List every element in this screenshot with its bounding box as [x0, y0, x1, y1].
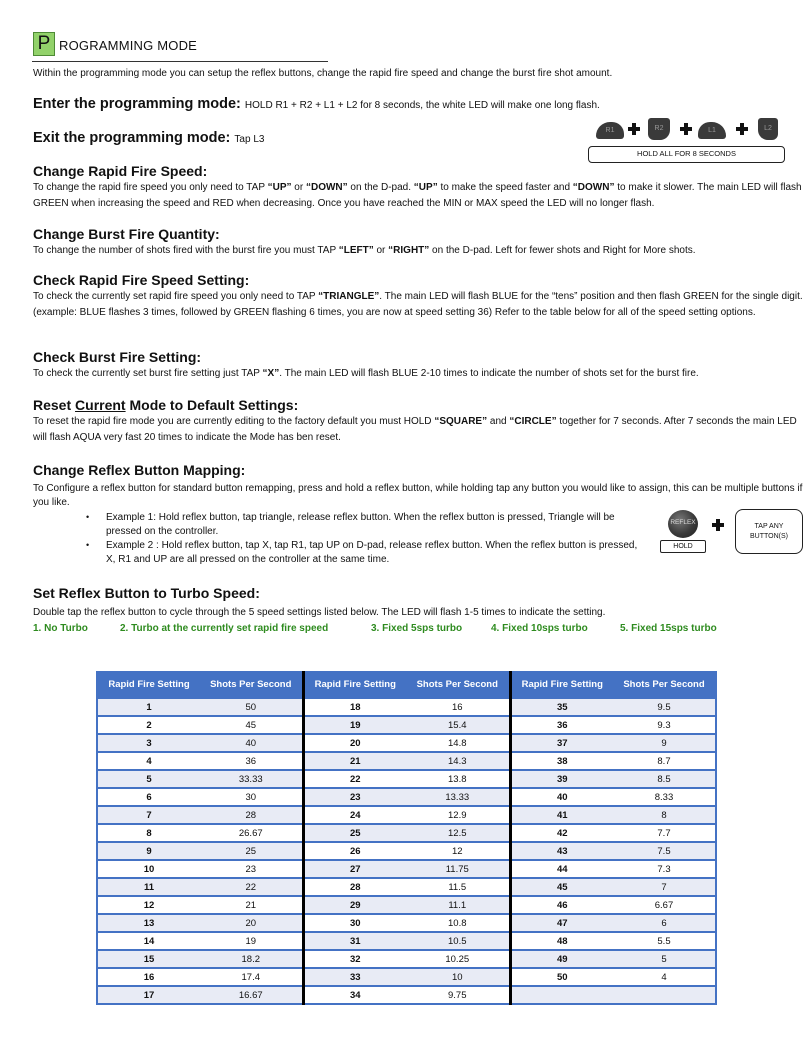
section-heading-rapid-speed: Change Rapid Fire Speed: — [33, 163, 208, 179]
rapid-fire-setting-cell: 25 — [303, 824, 406, 842]
rapid-fire-setting-cell: 46 — [510, 896, 613, 914]
rapid-fire-setting-cell: 38 — [510, 752, 613, 770]
rapid-fire-setting-cell: 15 — [97, 950, 200, 968]
rapid-fire-setting-cell: 43 — [510, 842, 613, 860]
table-row — [97, 878, 716, 896]
r2-button-icon: R2 — [648, 118, 670, 140]
rapid-fire-setting-cell: 9 — [97, 842, 200, 860]
shots-per-second-cell: 16.67 — [200, 986, 303, 1004]
shots-per-second-cell: 36 — [200, 752, 303, 770]
rapid-fire-setting-cell: 12 — [97, 896, 200, 914]
reflex-hold-label: HOLD — [660, 540, 706, 553]
table-row — [97, 716, 716, 734]
rapid-fire-setting-cell: 23 — [303, 788, 406, 806]
table-row — [97, 914, 716, 932]
shots-per-second-cell: 20 — [200, 914, 303, 932]
rapid-fire-setting-cell: 24 — [303, 806, 406, 824]
shots-per-second-cell: 25 — [200, 842, 303, 860]
r1-button-icon: R1 — [596, 122, 624, 139]
shots-per-second-cell: 45 — [200, 716, 303, 734]
intro-paragraph: Within the programming mode you can setup the reflex buttons, change the rapid fire speed and change the burst fire shot amount. — [33, 68, 613, 79]
shots-per-second-cell: 5.5 — [613, 932, 716, 950]
list-item: • Example 2 : Hold reflex button, tap X, tap R1, tap UP on D-pad, release reflex button. When the reflex button is pressed, X, R1 and UP are all pressed on the controller at the same time. — [86, 539, 646, 566]
table-header-row — [97, 671, 716, 698]
rapid-fire-setting-cell: 27 — [303, 860, 406, 878]
section-heading-check-burst: Check Burst Fire Setting: — [33, 349, 202, 365]
shots-per-second-cell: 7 — [613, 878, 716, 896]
rapid-fire-setting-cell: 5 — [97, 770, 200, 788]
turbo-option: 1. No Turbo — [33, 623, 88, 634]
shots-per-second-cell: 7.5 — [613, 842, 716, 860]
exit-mode-line — [33, 130, 264, 146]
table-row — [97, 752, 716, 770]
list-item: • Example 1: Hold reflex button, tap triangle, release reflex button. When the reflex button is pressed, Triangle will be pressed on the controller. — [86, 511, 646, 538]
table-row — [97, 968, 716, 986]
shots-per-second-cell: 9.3 — [613, 716, 716, 734]
table-row — [97, 770, 716, 788]
rapid-fire-setting-cell: 11 — [97, 878, 200, 896]
table-row — [97, 950, 716, 968]
rapid-fire-setting-cell: 3 — [97, 734, 200, 752]
column-header: Shots Per Second — [200, 671, 303, 698]
plus-icon — [736, 123, 748, 135]
rapid-fire-setting-cell: 29 — [303, 896, 406, 914]
reset-paragraph: To reset the rapid fire mode you are currently editing to the factory default you must HOLD “SQUARE” and “CIRCLE” together for 7 seconds. After 7 seconds the main LED will flash AQUA very fast 20 times to indicate the Mode has ben reset. — [33, 416, 797, 443]
hold-all-caption: HOLD ALL FOR 8 SECONDS — [588, 146, 785, 163]
shots-per-second-cell: 10.8 — [406, 914, 510, 932]
plus-icon — [712, 519, 724, 531]
shots-per-second-cell: 12 — [406, 842, 510, 860]
shots-per-second-cell: 14.8 — [406, 734, 510, 752]
shots-per-second-cell: 5 — [613, 950, 716, 968]
check-speed-paragraph: To check the currently set rapid fire speed you only need to TAP “TRIANGLE”. The main LED will flash BLUE for the “tens” position and then flash GREEN for the single digit. (example: BLUE flashes 3 times, followed by GREEN flashing 6 times, you are now at speed setting 36) Refer to the table below for all of the speed setting options. — [33, 291, 803, 318]
shots-per-second-cell: 11.75 — [406, 860, 510, 878]
shots-per-second-cell: 10 — [406, 968, 510, 986]
column-header: Rapid Fire Setting — [510, 671, 613, 698]
rapid-fire-setting-cell: 14 — [97, 932, 200, 950]
enter-mode-line — [33, 96, 600, 112]
plus-icon — [628, 123, 640, 135]
shots-per-second-cell: 8.5 — [613, 770, 716, 788]
rapid-fire-setting-cell: 19 — [303, 716, 406, 734]
table-row — [97, 860, 716, 878]
table-row — [97, 698, 716, 716]
shots-per-second-cell: 17.4 — [200, 968, 303, 986]
column-header: Shots Per Second — [613, 671, 716, 698]
shots-per-second-cell: 26.67 — [200, 824, 303, 842]
table-row — [97, 824, 716, 842]
check-burst-paragraph: To check the currently set burst fire setting just TAP “X”. The main LED will flash BLUE 2-10 times to indicate the number of shots set for the burst fire. — [33, 368, 699, 379]
shots-per-second-cell: 13.33 — [406, 788, 510, 806]
shots-per-second-cell: 11.5 — [406, 878, 510, 896]
rapid-fire-setting-cell: 35 — [510, 698, 613, 716]
shots-per-second-cell: 30 — [200, 788, 303, 806]
shots-per-second-cell: 16 — [406, 698, 510, 716]
title-text: ROGRAMMING MODE — [59, 38, 198, 53]
rapid-speed-paragraph: To change the rapid fire speed you only need to TAP “UP” or “DOWN” on the D-pad. “UP” to make the speed faster and “DOWN” to make it slower. The main LED will flash GREEN when increasing the speed and RED when decreasing. Once you have reached the MIN or MAX speed the LED will no longer flash. — [33, 182, 802, 209]
rapid-fire-setting-cell: 41 — [510, 806, 613, 824]
section-heading-burst-qty: Change Burst Fire Quantity: — [33, 226, 220, 242]
shots-per-second-cell: 9.75 — [406, 986, 510, 1004]
mapping-paragraph: To Configure a reflex button for standard button remapping, press and hold a reflex button, while holding tap any button you would like to assign, this can be multiple buttons if you like. — [33, 483, 803, 508]
l2-button-icon: L2 — [758, 118, 778, 140]
enter-mode-heading: Enter the programming mode: — [33, 96, 241, 112]
shots-per-second-cell: 21 — [200, 896, 303, 914]
section-heading-reset: Reset Current Mode to Default Settings: — [33, 397, 299, 413]
shots-per-second-cell: 8.33 — [613, 788, 716, 806]
column-header: Rapid Fire Setting — [303, 671, 406, 698]
shots-per-second-cell: 7.3 — [613, 860, 716, 878]
column-header: Rapid Fire Setting — [97, 671, 200, 698]
shots-per-second-cell: 12.9 — [406, 806, 510, 824]
rapid-fire-setting-cell: 22 — [303, 770, 406, 788]
rapid-fire-setting-cell: 6 — [97, 788, 200, 806]
rapid-fire-setting-cell: 36 — [510, 716, 613, 734]
shots-per-second-cell: 11.1 — [406, 896, 510, 914]
section-heading-mapping: Change Reflex Button Mapping: — [33, 462, 246, 478]
table-row — [97, 806, 716, 824]
rapid-fire-setting-cell: 42 — [510, 824, 613, 842]
rapid-fire-setting-cell: 30 — [303, 914, 406, 932]
shots-per-second-cell: 8.7 — [613, 752, 716, 770]
shots-per-second-cell: 12.5 — [406, 824, 510, 842]
shots-per-second-cell: 50 — [200, 698, 303, 716]
rapid-fire-setting-cell: 16 — [97, 968, 200, 986]
tap-any-button-box: TAP ANY BUTTON(S) — [735, 509, 803, 554]
rapid-fire-setting-cell: 7 — [97, 806, 200, 824]
rapid-fire-setting-cell: 17 — [97, 986, 200, 1004]
rapid-fire-setting-cell: 47 — [510, 914, 613, 932]
burst-qty-paragraph: To change the number of shots fired with the burst fire you must TAP “LEFT” or “RIGHT” on the D-pad. Left for fewer shots and Right for More shots. — [33, 245, 696, 256]
shots-per-second-cell: 22 — [200, 878, 303, 896]
table-row — [97, 986, 716, 1004]
section-heading-check-speed: Check Rapid Fire Speed Setting: — [33, 272, 250, 288]
shots-per-second-cell: 10.5 — [406, 932, 510, 950]
table-row — [97, 896, 716, 914]
rapid-fire-setting-cell: 45 — [510, 878, 613, 896]
table-row — [97, 932, 716, 950]
rapid-fire-setting-cell: 26 — [303, 842, 406, 860]
exit-mode-text: Tap L3 — [234, 134, 265, 145]
shots-per-second-cell: 40 — [200, 734, 303, 752]
rapid-fire-setting-cell: 10 — [97, 860, 200, 878]
shots-per-second-cell — [613, 986, 716, 1004]
plus-icon — [680, 123, 692, 135]
shots-per-second-cell: 18.2 — [200, 950, 303, 968]
shots-per-second-cell: 23 — [200, 860, 303, 878]
title-initial-letter: P — [33, 32, 55, 56]
rapid-fire-setting-cell: 1 — [97, 698, 200, 716]
rapid-fire-setting-cell: 44 — [510, 860, 613, 878]
rapid-fire-setting-cell: 20 — [303, 734, 406, 752]
shots-per-second-cell: 6 — [613, 914, 716, 932]
shots-per-second-cell: 9 — [613, 734, 716, 752]
page-title — [32, 32, 328, 62]
column-header: Shots Per Second — [406, 671, 510, 698]
shots-per-second-cell: 15.4 — [406, 716, 510, 734]
mapping-examples-list — [86, 511, 646, 567]
shots-per-second-cell: 13.8 — [406, 770, 510, 788]
rapid-fire-setting-cell: 40 — [510, 788, 613, 806]
shots-per-second-cell: 6.67 — [613, 896, 716, 914]
turbo-paragraph: Double tap the reflex button to cycle through the 5 speed settings listed below. The LED will flash 1-5 times to indicate the setting. — [33, 607, 606, 618]
rapid-fire-setting-cell: 33 — [303, 968, 406, 986]
turbo-option: 5. Fixed 15sps turbo — [620, 623, 717, 634]
turbo-option: 3. Fixed 5sps turbo — [371, 623, 463, 634]
table-row — [97, 788, 716, 806]
button-combo-illustration — [592, 118, 788, 164]
rapid-fire-setting-cell: 28 — [303, 878, 406, 896]
rapid-fire-setting-cell: 18 — [303, 698, 406, 716]
rapid-fire-setting-cell: 2 — [97, 716, 200, 734]
table-row — [97, 842, 716, 860]
rapid-fire-setting-cell — [510, 986, 613, 1004]
rapid-fire-setting-cell: 31 — [303, 932, 406, 950]
rapid-fire-setting-cell: 37 — [510, 734, 613, 752]
rapid-fire-setting-cell: 21 — [303, 752, 406, 770]
shots-per-second-cell: 7.7 — [613, 824, 716, 842]
rapid-fire-setting-cell: 48 — [510, 932, 613, 950]
exit-mode-heading: Exit the programming mode: — [33, 130, 231, 146]
rapid-fire-setting-cell: 49 — [510, 950, 613, 968]
shots-per-second-cell: 14.3 — [406, 752, 510, 770]
reflex-button-icon: REFLEX — [668, 510, 698, 538]
rapid-fire-setting-cell: 34 — [303, 986, 406, 1004]
rapid-fire-setting-cell: 4 — [97, 752, 200, 770]
shots-per-second-cell: 19 — [200, 932, 303, 950]
l1-button-icon: L1 — [698, 122, 726, 139]
rapid-fire-setting-cell: 13 — [97, 914, 200, 932]
turbo-option: 2. Turbo at the currently set rapid fire speed — [120, 623, 329, 634]
turbo-option: 4. Fixed 10sps turbo — [491, 623, 588, 634]
shots-per-second-cell: 33.33 — [200, 770, 303, 788]
rapid-fire-setting-cell: 39 — [510, 770, 613, 788]
shots-per-second-cell: 8 — [613, 806, 716, 824]
rapid-fire-setting-cell: 32 — [303, 950, 406, 968]
shots-per-second-cell: 28 — [200, 806, 303, 824]
rapid-fire-setting-cell: 8 — [97, 824, 200, 842]
enter-mode-text: HOLD R1 + R2 + L1 + L2 for 8 seconds, the white LED will make one long flash. — [244, 100, 600, 111]
shots-per-second-cell: 10.25 — [406, 950, 510, 968]
rapid-fire-speed-table — [96, 671, 717, 1005]
shots-per-second-cell: 4 — [613, 968, 716, 986]
rapid-fire-setting-cell: 50 — [510, 968, 613, 986]
table-body — [97, 698, 716, 1004]
table-row — [97, 734, 716, 752]
shots-per-second-cell: 9.5 — [613, 698, 716, 716]
section-heading-turbo: Set Reflex Button to Turbo Speed: — [33, 585, 260, 601]
